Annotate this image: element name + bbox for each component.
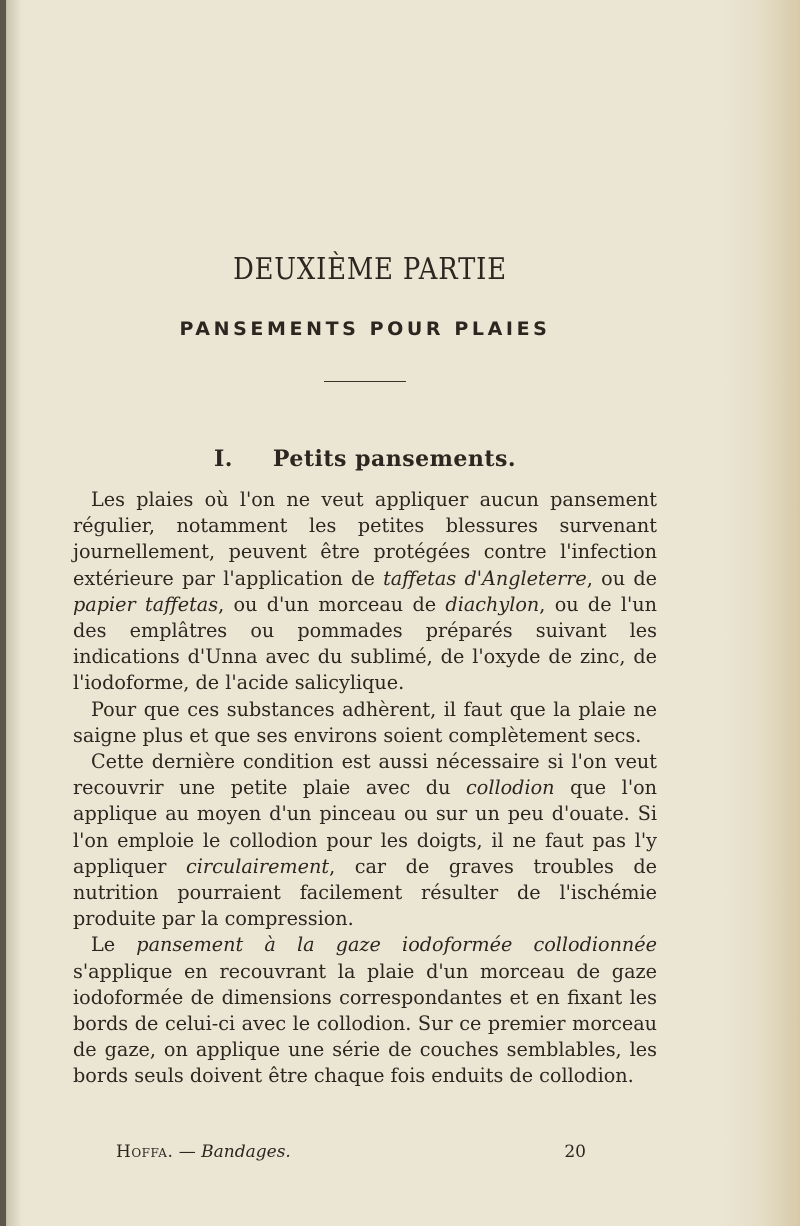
text-run: Les plaies où l'on ne veut appliquer aucun pansement régulier, notamment les petites blessures survenant journellement, peuvent être protégées contre l'infection extérieure par l'application de <box>73 488 657 590</box>
text-run: Pour que ces substances adhèrent, il faut que la plaie ne saigne plus et que ses environs soient complètement secs. <box>73 697 657 747</box>
italic-term: collodion <box>466 776 555 800</box>
italic-term: circulairement <box>186 854 330 878</box>
binding-edge <box>0 0 6 1226</box>
footer-author: Hoffa. <box>116 1142 174 1162</box>
part-subtitle: PANSEMENTS POUR PLAIES <box>179 318 551 340</box>
text-run: Le <box>91 933 137 957</box>
divider-rule <box>324 381 406 382</box>
footer-separator: — <box>173 1142 202 1162</box>
page-number: 20 <box>564 1142 586 1162</box>
italic-term: pansement à la gaze iodoformée collodionnée <box>136 933 658 957</box>
text-run: , car de graves troubles de nutrition pourraient facilement résulter de l'ischémie produite par la compression. <box>73 854 658 931</box>
paragraph <box>73 697 657 749</box>
body-text <box>73 487 657 1090</box>
text-run: , ou de <box>586 566 657 590</box>
italic-term: taffetas d'Angleterre <box>383 566 587 590</box>
section-number: I. <box>213 446 233 472</box>
text-run: Cette dernière condition est aussi nécessaire si l'on veut recouvrir une petite plaie avec du <box>73 750 657 800</box>
section-heading <box>0 446 730 472</box>
paragraph <box>73 487 657 697</box>
footer-book-title: Bandages. <box>201 1142 291 1162</box>
text-run: , ou de l'un des emplâtres ou pommades préparés suivant les indications d'Unna avec du sublimé, de l'oxyde de zinc, de l'iodoforme, de l'acide salicylique. <box>73 592 658 695</box>
italic-term: diachylon <box>445 592 540 616</box>
part-title: DEUXIÈME PARTIE <box>233 252 507 287</box>
text-run: que l'on applique au moyen d'un pinceau ou sur un peu d'ouate. Si l'on emploie le collodion pour les doigts, il ne faut pas l'y appliquer <box>73 776 657 878</box>
text-run: s'applique en recouvrant la plaie d'un morceau de gaze iodoformée de dimensions correspondantes et en fixant les bords de celui-ci avec le collodion. Sur ce premier morceau de gaze, on applique une série de couches semblables, les bords seuls doivent être chaque fois enduits de collodion. <box>73 959 657 1088</box>
page-footer <box>116 1142 586 1170</box>
italic-term: papier taffetas <box>73 592 219 616</box>
paragraph <box>73 932 657 1089</box>
text-run: , ou d'un morceau de <box>218 592 446 616</box>
section-title: Petits pansements. <box>272 446 517 472</box>
paragraph <box>73 749 657 932</box>
